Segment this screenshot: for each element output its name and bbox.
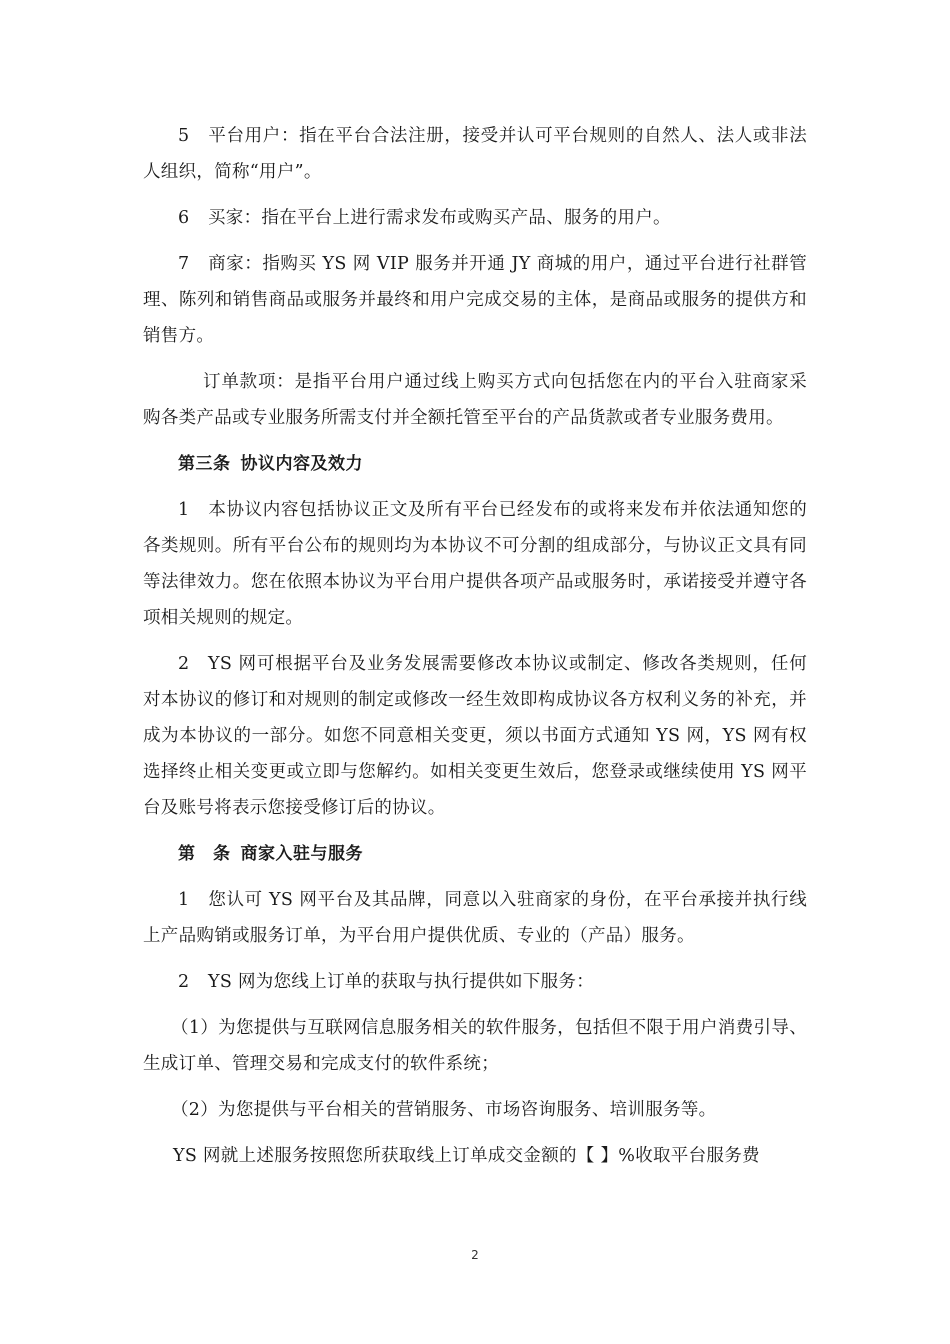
page-number: 2 [471,1248,479,1262]
paragraph-text: 订单款项：是指平台用户通过线上购买方式向包括您在内的平台入驻商家采购各类产品或专业服务所需支付并全额托管至平台的产品货款或者专业服务费用。 [143,372,807,428]
paragraph-number: 5 [178,126,190,146]
section-4-heading [143,836,807,872]
sub-item-text: （1）为您提供与互联网信息服务相关的软件服务，包括但不限于用户消费引导、生成订单、管理交易和完成支付的软件系统； [143,1018,807,1074]
section-4-item-1 [143,882,807,954]
item-text: YS 网可根据平台及业务发展需要修改本协议或制定、修改各类规则，任何对本协议的修订和对规则的制定或修改一经生效即构成协议各方权利义务的补充，并成为本协议的一部分。如您不同意相关变更，须以书面方式通知 YS 网，YS 网有权选择终止相关变更或立即与您解约。如相关变更生效后，您登录或继续使用 YS 网平台及账号将表示您接受修订后的协议。 [143,654,807,818]
paragraph-definition-7 [143,246,807,354]
paragraph-number: 7 [178,254,190,274]
item-text: YS 网为您线上订单的获取与执行提供如下服务： [208,972,595,992]
paragraph-definition-5 [143,118,807,190]
section-4-sub-item-2 [143,1092,807,1128]
item-number: 2 [178,654,190,674]
item-number: 1 [178,890,190,910]
section-number: 第 条 [178,844,231,864]
section-title: 协议内容及效力 [240,454,363,474]
item-number: 1 [178,500,190,520]
section-3-heading [143,446,807,482]
paragraph-definition-6 [143,200,807,236]
section-number: 第三条 [178,454,231,474]
paragraph-number: 6 [178,208,190,228]
paragraph-text: 买家：指在平台上进行需求发布或购买产品、服务的用户。 [208,208,671,228]
paragraph-text: 平台用户：指在平台合法注册，接受并认可平台规则的自然人、法人或非法人组织，简称“用户”。 [143,126,807,182]
paragraph-text: 商家：指购买 YS 网 VIP 服务并开通 JY 商城的用户，通过平台进行社群管理、陈列和销售商品或服务并最终和用户完成交易的主体，是商品或服务的提供方和销售方。 [143,254,807,346]
section-3-item-1 [143,492,807,636]
item-text: 您认可 YS 网平台及其品牌，同意以入驻商家的身份，在平台承接并执行线上产品购销或服务订单，为平台用户提供优质、专业的（产品）服务。 [143,890,807,946]
section-3-item-2 [143,646,807,826]
item-number: 2 [178,972,190,992]
document-body [143,118,807,1184]
section-4-item-2 [143,964,807,1000]
section-title: 商家入驻与服务 [240,844,363,864]
closing-text: YS 网就上述服务按照您所获取线上订单成交金额的【 】%收取平台服务费 [173,1146,760,1166]
paragraph-definition-order-payment [143,364,807,436]
section-4-sub-item-1 [143,1010,807,1082]
item-text: 本协议内容包括协议正文及所有平台已经发布的或将来发布并依法通知您的各类规则。所有平台公布的规则均为本协议不可分割的组成部分，与协议正文具有同等法律效力。您在依照本协议为平台用户提供各项产品或服务时，承诺接受并遵守各项相关规则的规定。 [143,500,807,628]
section-4-closing [143,1138,807,1174]
sub-item-text: （2）为您提供与平台相关的营销服务、市场咨询服务、培训服务等。 [171,1100,717,1120]
